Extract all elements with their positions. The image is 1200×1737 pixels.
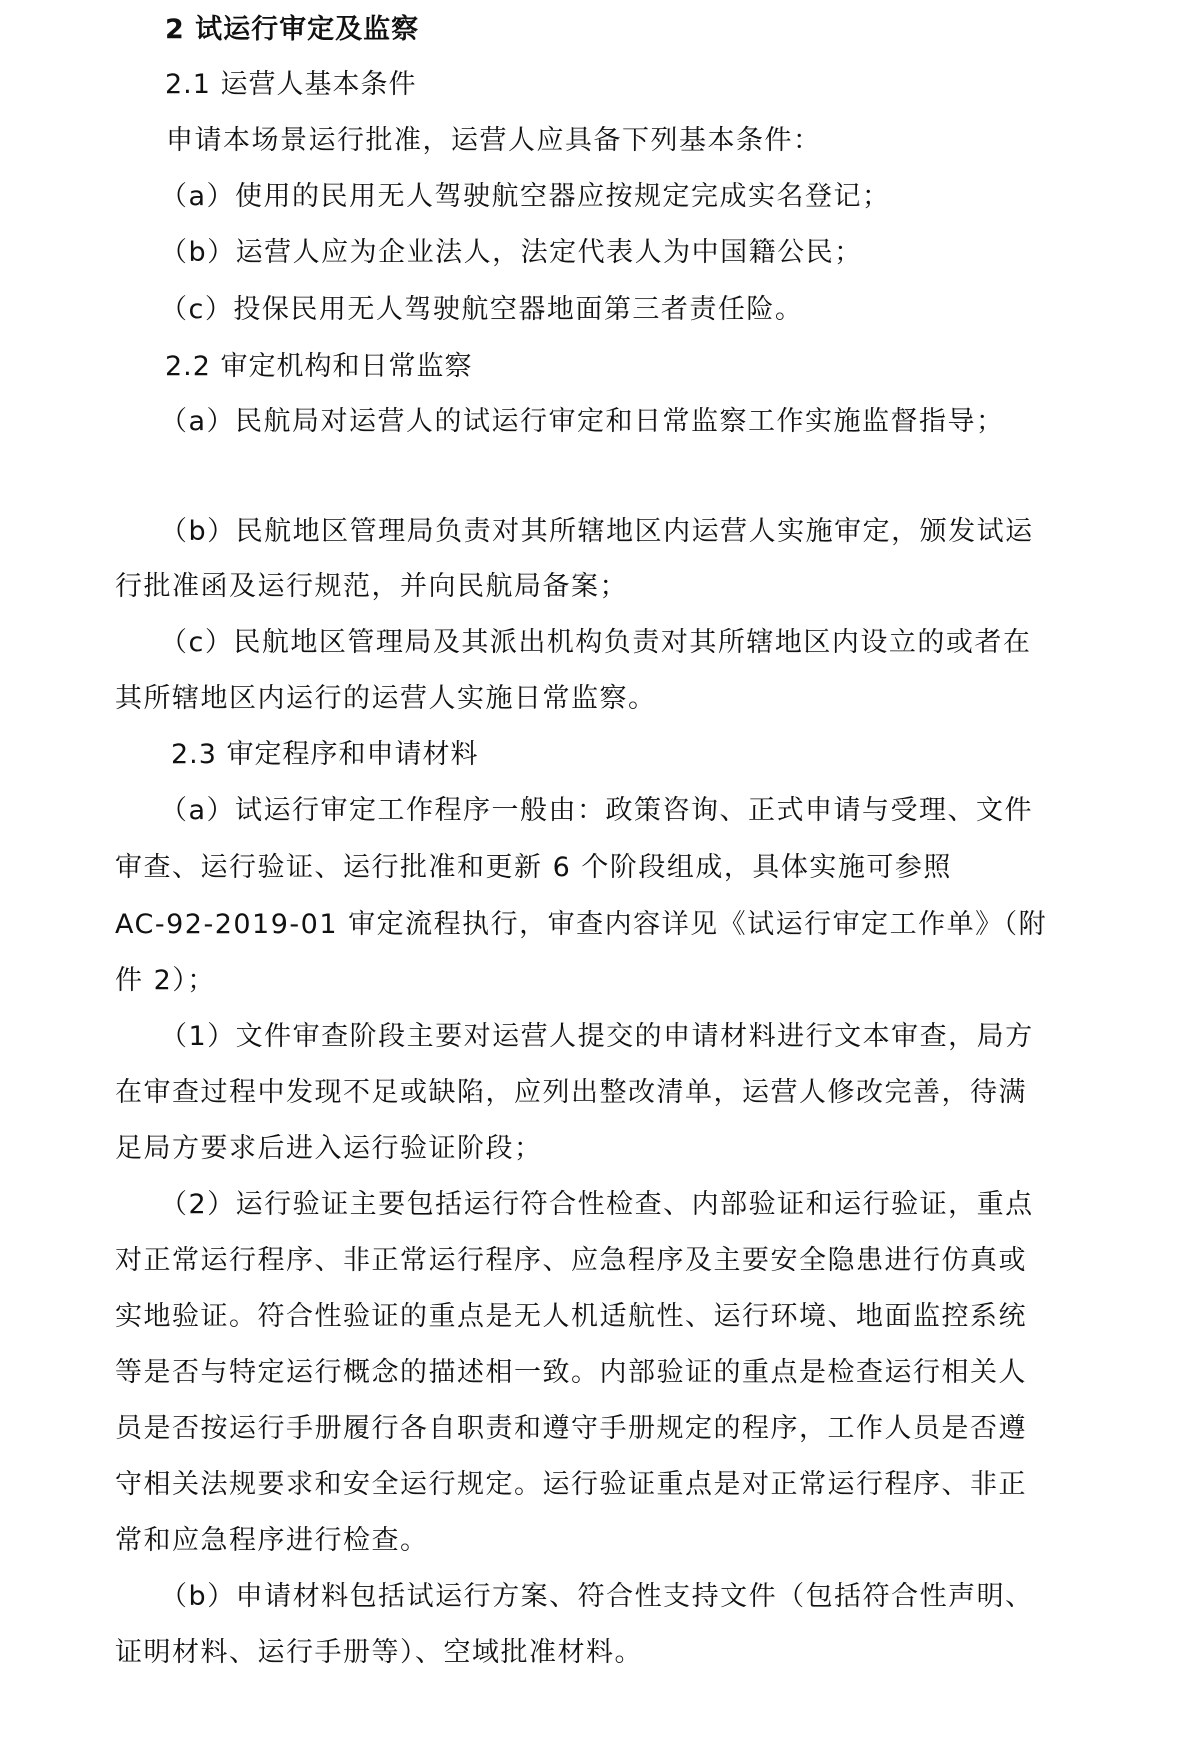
s23-item-b-line2: 证明材料、运行手册等）、空域批准材料。 [115,1637,643,1668]
s23-item-a-line1: （a）试运行审定工作程序一般由：政策咨询、正式申请与受理、文件 [160,795,1034,826]
s22-item-c-line2: 其所辖地区内运行的运营人实施日常监察。 [115,683,657,714]
s23-item-a-line4: 件 2）； [115,965,216,996]
heading-2-3: 2.3 审定程序和申请材料 [171,739,479,770]
s23-item-1-line2: 在审查过程中发现不足或缺陷，应列出整改清单，运营人修改完善，待满 [115,1077,1027,1108]
s22-item-b-line2: 行批准函及运行规范，并向民航局备案； [115,571,628,602]
s23-item-2-line4: 等是否与特定运行概念的描述相一致。内部验证的重点是检查运行相关人 [115,1357,1027,1388]
s21-item-c: （c）投保民用无人驾驶航空器地面第三者责任险。 [160,294,804,325]
s23-item-2-line1: （2）运行验证主要包括运行符合性检查、内部验证和运行验证，重点 [160,1189,1034,1220]
s22-item-c-line1: （c）民航地区管理局及其派出机构负责对其所辖地区内设立的或者在 [160,627,1032,658]
s23-item-a-line2: 审查、运行验证、运行批准和更新 6 个阶段组成，具体实施可参照 [115,852,952,883]
s23-item-2-line7: 常和应急程序进行检查。 [115,1525,429,1556]
s23-item-2-line6: 守相关法规要求和安全运行规定。运行验证重点是对正常运行程序、非正 [115,1469,1027,1500]
s23-item-2-line2: 对正常运行程序、非正常运行程序、应急程序及主要安全隐患进行仿真或 [115,1245,1027,1276]
s23-item-b-line1: （b）申请材料包括试运行方案、符合性支持文件（包括符合性声明、 [160,1581,1034,1612]
s23-item-1-line1: （1）文件审查阶段主要对运营人提交的申请材料进行文本审查，局方 [160,1021,1034,1052]
heading-2-1: 2.1 运营人基本条件 [165,69,417,100]
s21-item-b: （b）运营人应为企业法人，法定代表人为中国籍公民； [160,237,863,268]
heading-2-2: 2.2 审定机构和日常监察 [165,351,473,382]
s23-item-1-line3: 足局方要求后进入运行验证阶段； [115,1133,543,1164]
s22-item-a: （a）民航局对运营人的试运行审定和日常监察工作实施监督指导； [160,406,1005,437]
s22-item-b-line1: （b）民航地区管理局负责对其所辖地区内运营人实施审定，颁发试运 [160,516,1034,547]
s23-item-a-line3: AC-92-2019-01 审定流程执行，审查内容详见《试运行审定工作单》（附 [115,909,1048,940]
s23-item-2-line3: 实地验证。符合性验证的重点是无人机适航性、运行环境、地面监控系统 [115,1301,1027,1332]
s21-intro: 申请本场景运行批准，运营人应具备下列基本条件： [166,125,822,156]
s21-item-a: （a）使用的民用无人驾驶航空器应按规定完成实名登记； [160,181,891,212]
section-title: 2 试运行审定及监察 [165,14,420,45]
s23-item-2-line5: 员是否按运行手册履行各自职责和遵守手册规定的程序，工作人员是否遵 [115,1413,1027,1444]
